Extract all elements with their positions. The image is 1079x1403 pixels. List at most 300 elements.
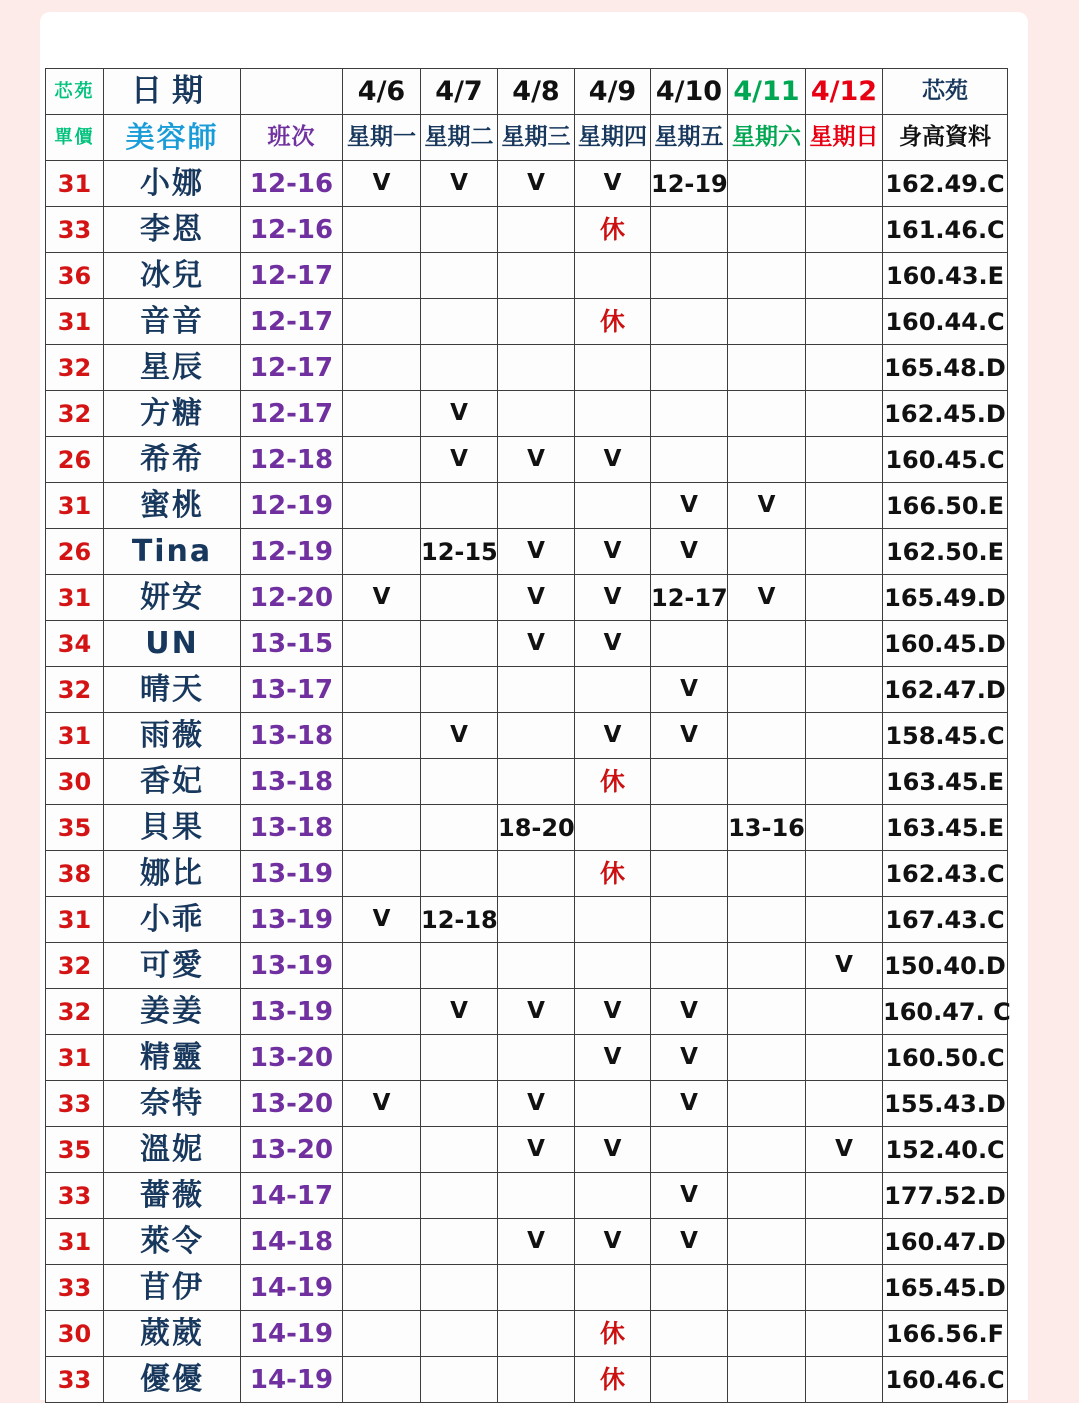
day-cell: [343, 437, 421, 483]
day-cell: [343, 759, 421, 805]
header-weekday-1: 星期一: [343, 115, 421, 161]
day-cell: [343, 1219, 421, 1265]
header-date-4-6: 4/6: [343, 69, 421, 115]
header-shift-title: 班次: [241, 115, 343, 161]
table-row: [46, 805, 1008, 851]
height-cell: 160.46.C: [883, 1357, 1008, 1403]
day-cell: [343, 1173, 421, 1219]
table-row: [46, 1081, 1008, 1127]
day-cell: 12-17: [651, 575, 728, 621]
day-cell: V: [575, 1035, 651, 1081]
day-cell: [498, 1035, 575, 1081]
day-cell: [498, 897, 575, 943]
day-cell: [421, 1219, 498, 1265]
day-cell: [421, 667, 498, 713]
height-cell: 160.45.C: [883, 437, 1008, 483]
staff-name-cell: 晴天: [104, 667, 241, 713]
day-cell: [728, 1127, 806, 1173]
shift-cell: 13-18: [241, 713, 343, 759]
day-cell: [728, 851, 806, 897]
day-cell: V: [651, 713, 728, 759]
height-cell: 165.48.D: [883, 345, 1008, 391]
day-cell: 休: [575, 1357, 651, 1403]
height-cell: 177.52.D: [883, 1173, 1008, 1219]
day-cell: [343, 805, 421, 851]
day-cell: V: [651, 667, 728, 713]
day-cell: [343, 989, 421, 1035]
day-cell: [343, 943, 421, 989]
day-cell: [806, 667, 883, 713]
day-cell: [498, 1265, 575, 1311]
day-cell: [728, 759, 806, 805]
price-cell: 31: [46, 575, 104, 621]
day-cell: V: [728, 575, 806, 621]
day-cell: [728, 1035, 806, 1081]
shift-cell: 13-20: [241, 1127, 343, 1173]
height-cell: 167.43.C: [883, 897, 1008, 943]
day-cell: [421, 299, 498, 345]
header-weekday-3: 星期三: [498, 115, 575, 161]
price-cell: 32: [46, 943, 104, 989]
day-cell: [343, 713, 421, 759]
shift-cell: 13-18: [241, 759, 343, 805]
staff-name-cell: 方糖: [104, 391, 241, 437]
day-cell: [498, 1357, 575, 1403]
day-cell: [806, 437, 883, 483]
staff-name-cell: 苜伊: [104, 1265, 241, 1311]
day-cell: [421, 1173, 498, 1219]
day-cell: [498, 207, 575, 253]
table-row: [46, 851, 1008, 897]
staff-name-cell: 葳葳: [104, 1311, 241, 1357]
day-cell: [728, 897, 806, 943]
day-cell: [498, 713, 575, 759]
day-cell: V: [421, 989, 498, 1035]
height-cell: 163.45.E: [883, 805, 1008, 851]
day-cell: [343, 621, 421, 667]
day-cell: V: [498, 989, 575, 1035]
staff-name-cell: 希希: [104, 437, 241, 483]
day-cell: [806, 1081, 883, 1127]
height-cell: 161.46.C: [883, 207, 1008, 253]
height-cell: 160.47.D: [883, 1219, 1008, 1265]
staff-name-cell: 萊令: [104, 1219, 241, 1265]
day-cell: V: [575, 161, 651, 207]
day-cell: V: [575, 713, 651, 759]
height-cell: 162.45.D: [883, 391, 1008, 437]
header-date-4-9: 4/9: [575, 69, 651, 115]
staff-name-cell: 妍安: [104, 575, 241, 621]
shift-cell: 12-18: [241, 437, 343, 483]
height-cell: 166.56.F: [883, 1311, 1008, 1357]
day-cell: V: [651, 989, 728, 1035]
day-cell: [651, 391, 728, 437]
header-row-dates: [46, 69, 1008, 115]
table-row: [46, 1127, 1008, 1173]
price-cell: 31: [46, 161, 104, 207]
table-row: [46, 1173, 1008, 1219]
header-weekday-6: 星期六: [728, 115, 806, 161]
day-cell: [806, 483, 883, 529]
table-row: [46, 897, 1008, 943]
header-corner-left-top: 芯苑: [46, 69, 104, 115]
price-cell: 31: [46, 1035, 104, 1081]
header-corner-left-bottom: 單價: [46, 115, 104, 161]
day-cell: V: [343, 1081, 421, 1127]
day-cell: V: [728, 483, 806, 529]
day-cell: [651, 805, 728, 851]
day-cell: [575, 943, 651, 989]
height-cell: 165.49.D: [883, 575, 1008, 621]
day-cell: 休: [575, 299, 651, 345]
day-cell: V: [498, 621, 575, 667]
day-cell: 12-15: [421, 529, 498, 575]
day-cell: [421, 759, 498, 805]
price-cell: 35: [46, 805, 104, 851]
table-row: [46, 207, 1008, 253]
day-cell: [806, 1265, 883, 1311]
staff-name-cell: 星辰: [104, 345, 241, 391]
shift-cell: 12-17: [241, 345, 343, 391]
table-row: [46, 437, 1008, 483]
shift-cell: 13-19: [241, 897, 343, 943]
shift-cell: 14-17: [241, 1173, 343, 1219]
day-cell: V: [421, 391, 498, 437]
day-cell: [728, 1311, 806, 1357]
height-cell: 160.47. C: [883, 989, 1008, 1035]
staff-name-cell: 冰兒: [104, 253, 241, 299]
price-cell: 31: [46, 483, 104, 529]
table-row: [46, 1311, 1008, 1357]
day-cell: [651, 943, 728, 989]
table-row: [46, 345, 1008, 391]
day-cell: [421, 207, 498, 253]
day-cell: V: [651, 1219, 728, 1265]
height-cell: 160.45.D: [883, 621, 1008, 667]
day-cell: V: [806, 1127, 883, 1173]
day-cell: [651, 1265, 728, 1311]
day-cell: [343, 207, 421, 253]
day-cell: [728, 1081, 806, 1127]
day-cell: [651, 299, 728, 345]
day-cell: V: [806, 943, 883, 989]
day-cell: 12-19: [651, 161, 728, 207]
day-cell: [421, 575, 498, 621]
table-row: [46, 1035, 1008, 1081]
shift-cell: 12-20: [241, 575, 343, 621]
day-cell: [343, 391, 421, 437]
day-cell: V: [498, 1127, 575, 1173]
shift-cell: 12-17: [241, 299, 343, 345]
day-cell: [343, 345, 421, 391]
day-cell: [806, 805, 883, 851]
day-cell: [806, 897, 883, 943]
day-cell: [728, 943, 806, 989]
day-cell: [343, 1265, 421, 1311]
price-cell: 33: [46, 1357, 104, 1403]
day-cell: [651, 759, 728, 805]
shift-cell: 12-17: [241, 391, 343, 437]
day-cell: V: [575, 989, 651, 1035]
shift-cell: 14-19: [241, 1311, 343, 1357]
day-cell: [806, 851, 883, 897]
shift-cell: 12-16: [241, 207, 343, 253]
header-corner-right-top: 芯苑: [883, 69, 1008, 115]
staff-name-cell: 音音: [104, 299, 241, 345]
height-cell: 152.40.C: [883, 1127, 1008, 1173]
day-cell: [651, 1357, 728, 1403]
day-cell: [728, 1357, 806, 1403]
shift-cell: 13-17: [241, 667, 343, 713]
day-cell: V: [575, 529, 651, 575]
price-cell: 31: [46, 897, 104, 943]
staff-name-cell: 雨薇: [104, 713, 241, 759]
table-row: [46, 1357, 1008, 1403]
day-cell: [806, 253, 883, 299]
day-cell: [575, 667, 651, 713]
content-sheet: [40, 12, 1028, 1400]
height-cell: 155.43.D: [883, 1081, 1008, 1127]
height-cell: 165.45.D: [883, 1265, 1008, 1311]
staff-name-cell: 可愛: [104, 943, 241, 989]
table-row: [46, 713, 1008, 759]
staff-name-cell: 香妃: [104, 759, 241, 805]
day-cell: [575, 391, 651, 437]
day-cell: [575, 1081, 651, 1127]
day-cell: 休: [575, 851, 651, 897]
day-cell: [806, 529, 883, 575]
day-cell: [806, 391, 883, 437]
day-cell: [806, 1219, 883, 1265]
day-cell: V: [421, 437, 498, 483]
height-cell: 160.43.E: [883, 253, 1008, 299]
staff-name-cell: 姜姜: [104, 989, 241, 1035]
day-cell: [343, 667, 421, 713]
header-staff-title: 美容師: [104, 115, 241, 161]
shift-cell: 14-19: [241, 1265, 343, 1311]
staff-name-cell: Tina: [104, 529, 241, 575]
day-cell: [806, 759, 883, 805]
price-cell: 30: [46, 759, 104, 805]
day-cell: [651, 897, 728, 943]
header-date-4-11: 4/11: [728, 69, 806, 115]
shift-cell: 13-18: [241, 805, 343, 851]
staff-name-cell: 小娜: [104, 161, 241, 207]
day-cell: [651, 253, 728, 299]
day-cell: [806, 1035, 883, 1081]
price-cell: 33: [46, 1265, 104, 1311]
price-cell: 38: [46, 851, 104, 897]
day-cell: 18-20: [498, 805, 575, 851]
day-cell: [651, 851, 728, 897]
day-cell: [421, 1081, 498, 1127]
day-cell: [343, 483, 421, 529]
day-cell: [575, 253, 651, 299]
day-cell: [806, 207, 883, 253]
day-cell: [806, 161, 883, 207]
staff-name-cell: 李恩: [104, 207, 241, 253]
height-cell: 160.50.C: [883, 1035, 1008, 1081]
staff-name-cell: 精靈: [104, 1035, 241, 1081]
shift-cell: 12-19: [241, 529, 343, 575]
day-cell: [421, 1357, 498, 1403]
price-cell: 34: [46, 621, 104, 667]
height-cell: 158.45.C: [883, 713, 1008, 759]
header-date-4-12: 4/12: [806, 69, 883, 115]
shift-cell: 12-19: [241, 483, 343, 529]
header-date-title: 日期: [104, 69, 241, 115]
day-cell: [728, 253, 806, 299]
table-row: [46, 253, 1008, 299]
price-cell: 26: [46, 529, 104, 575]
header-shift-blank: [241, 69, 343, 115]
day-cell: 休: [575, 759, 651, 805]
day-cell: [806, 1357, 883, 1403]
day-cell: [575, 805, 651, 851]
shift-cell: 13-20: [241, 1035, 343, 1081]
day-cell: [421, 805, 498, 851]
day-cell: [421, 1265, 498, 1311]
day-cell: V: [651, 1035, 728, 1081]
day-cell: [728, 345, 806, 391]
day-cell: [806, 575, 883, 621]
day-cell: [421, 943, 498, 989]
day-cell: V: [575, 621, 651, 667]
day-cell: [498, 483, 575, 529]
price-cell: 26: [46, 437, 104, 483]
day-cell: V: [421, 713, 498, 759]
day-cell: [651, 207, 728, 253]
staff-name-cell: 貝果: [104, 805, 241, 851]
day-cell: 休: [575, 207, 651, 253]
day-cell: [651, 437, 728, 483]
price-cell: 31: [46, 1219, 104, 1265]
day-cell: [728, 391, 806, 437]
day-cell: [728, 1173, 806, 1219]
day-cell: [806, 1311, 883, 1357]
height-cell: 163.45.E: [883, 759, 1008, 805]
day-cell: V: [575, 1127, 651, 1173]
day-cell: [498, 943, 575, 989]
day-cell: [651, 345, 728, 391]
day-cell: [575, 1173, 651, 1219]
header-weekday-5: 星期五: [651, 115, 728, 161]
height-cell: 160.44.C: [883, 299, 1008, 345]
day-cell: [421, 1127, 498, 1173]
shift-cell: 14-19: [241, 1357, 343, 1403]
price-cell: 33: [46, 207, 104, 253]
header-weekday-7: 星期日: [806, 115, 883, 161]
day-cell: [728, 437, 806, 483]
day-cell: V: [575, 437, 651, 483]
day-cell: [575, 897, 651, 943]
day-cell: V: [498, 161, 575, 207]
day-cell: [343, 529, 421, 575]
day-cell: [498, 391, 575, 437]
day-cell: V: [498, 575, 575, 621]
day-cell: [343, 1127, 421, 1173]
price-cell: 36: [46, 253, 104, 299]
day-cell: [498, 851, 575, 897]
day-cell: [651, 621, 728, 667]
day-cell: V: [343, 575, 421, 621]
header-row-days: [46, 115, 1008, 161]
shift-cell: 13-19: [241, 851, 343, 897]
schedule-table: [45, 68, 1011, 1403]
header-height-label: 身高資料: [883, 115, 1008, 161]
day-cell: [498, 667, 575, 713]
table-row: [46, 943, 1008, 989]
staff-name-cell: UN: [104, 621, 241, 667]
price-cell: 32: [46, 345, 104, 391]
day-cell: 12-18: [421, 897, 498, 943]
table-row: [46, 1219, 1008, 1265]
table-body: [46, 161, 1011, 1403]
day-cell: [575, 483, 651, 529]
day-cell: [806, 989, 883, 1035]
day-cell: [421, 483, 498, 529]
day-cell: [728, 1219, 806, 1265]
staff-name-cell: 奈特: [104, 1081, 241, 1127]
table-row: [46, 483, 1008, 529]
day-cell: [498, 1173, 575, 1219]
table-row: [46, 667, 1008, 713]
table-row: [46, 759, 1008, 805]
day-cell: [343, 299, 421, 345]
day-cell: V: [651, 483, 728, 529]
price-cell: 31: [46, 713, 104, 759]
day-cell: [651, 1127, 728, 1173]
table-row: [46, 989, 1008, 1035]
day-cell: [421, 851, 498, 897]
day-cell: [728, 989, 806, 1035]
height-cell: 150.40.D: [883, 943, 1008, 989]
day-cell: [806, 1173, 883, 1219]
table-row: [46, 575, 1008, 621]
shift-cell: 13-19: [241, 989, 343, 1035]
staff-name-cell: 薔薇: [104, 1173, 241, 1219]
price-cell: 35: [46, 1127, 104, 1173]
day-cell: [728, 529, 806, 575]
price-cell: 33: [46, 1081, 104, 1127]
day-cell: [728, 621, 806, 667]
day-cell: [421, 345, 498, 391]
day-cell: V: [343, 897, 421, 943]
day-cell: [343, 1311, 421, 1357]
day-cell: [421, 1035, 498, 1081]
price-cell: 32: [46, 391, 104, 437]
table-header: [46, 69, 1008, 161]
day-cell: [498, 1311, 575, 1357]
day-cell: 13-16: [728, 805, 806, 851]
day-cell: V: [498, 1219, 575, 1265]
day-cell: [343, 1035, 421, 1081]
day-cell: V: [651, 1081, 728, 1127]
day-cell: V: [575, 1219, 651, 1265]
header-weekday-2: 星期二: [421, 115, 498, 161]
price-cell: 31: [46, 299, 104, 345]
table-row: [46, 529, 1008, 575]
shift-cell: 13-20: [241, 1081, 343, 1127]
staff-name-cell: 蜜桃: [104, 483, 241, 529]
day-cell: V: [651, 529, 728, 575]
table-row: [46, 621, 1008, 667]
price-cell: 30: [46, 1311, 104, 1357]
day-cell: V: [575, 575, 651, 621]
day-cell: [728, 1265, 806, 1311]
day-cell: [498, 299, 575, 345]
day-cell: [806, 345, 883, 391]
